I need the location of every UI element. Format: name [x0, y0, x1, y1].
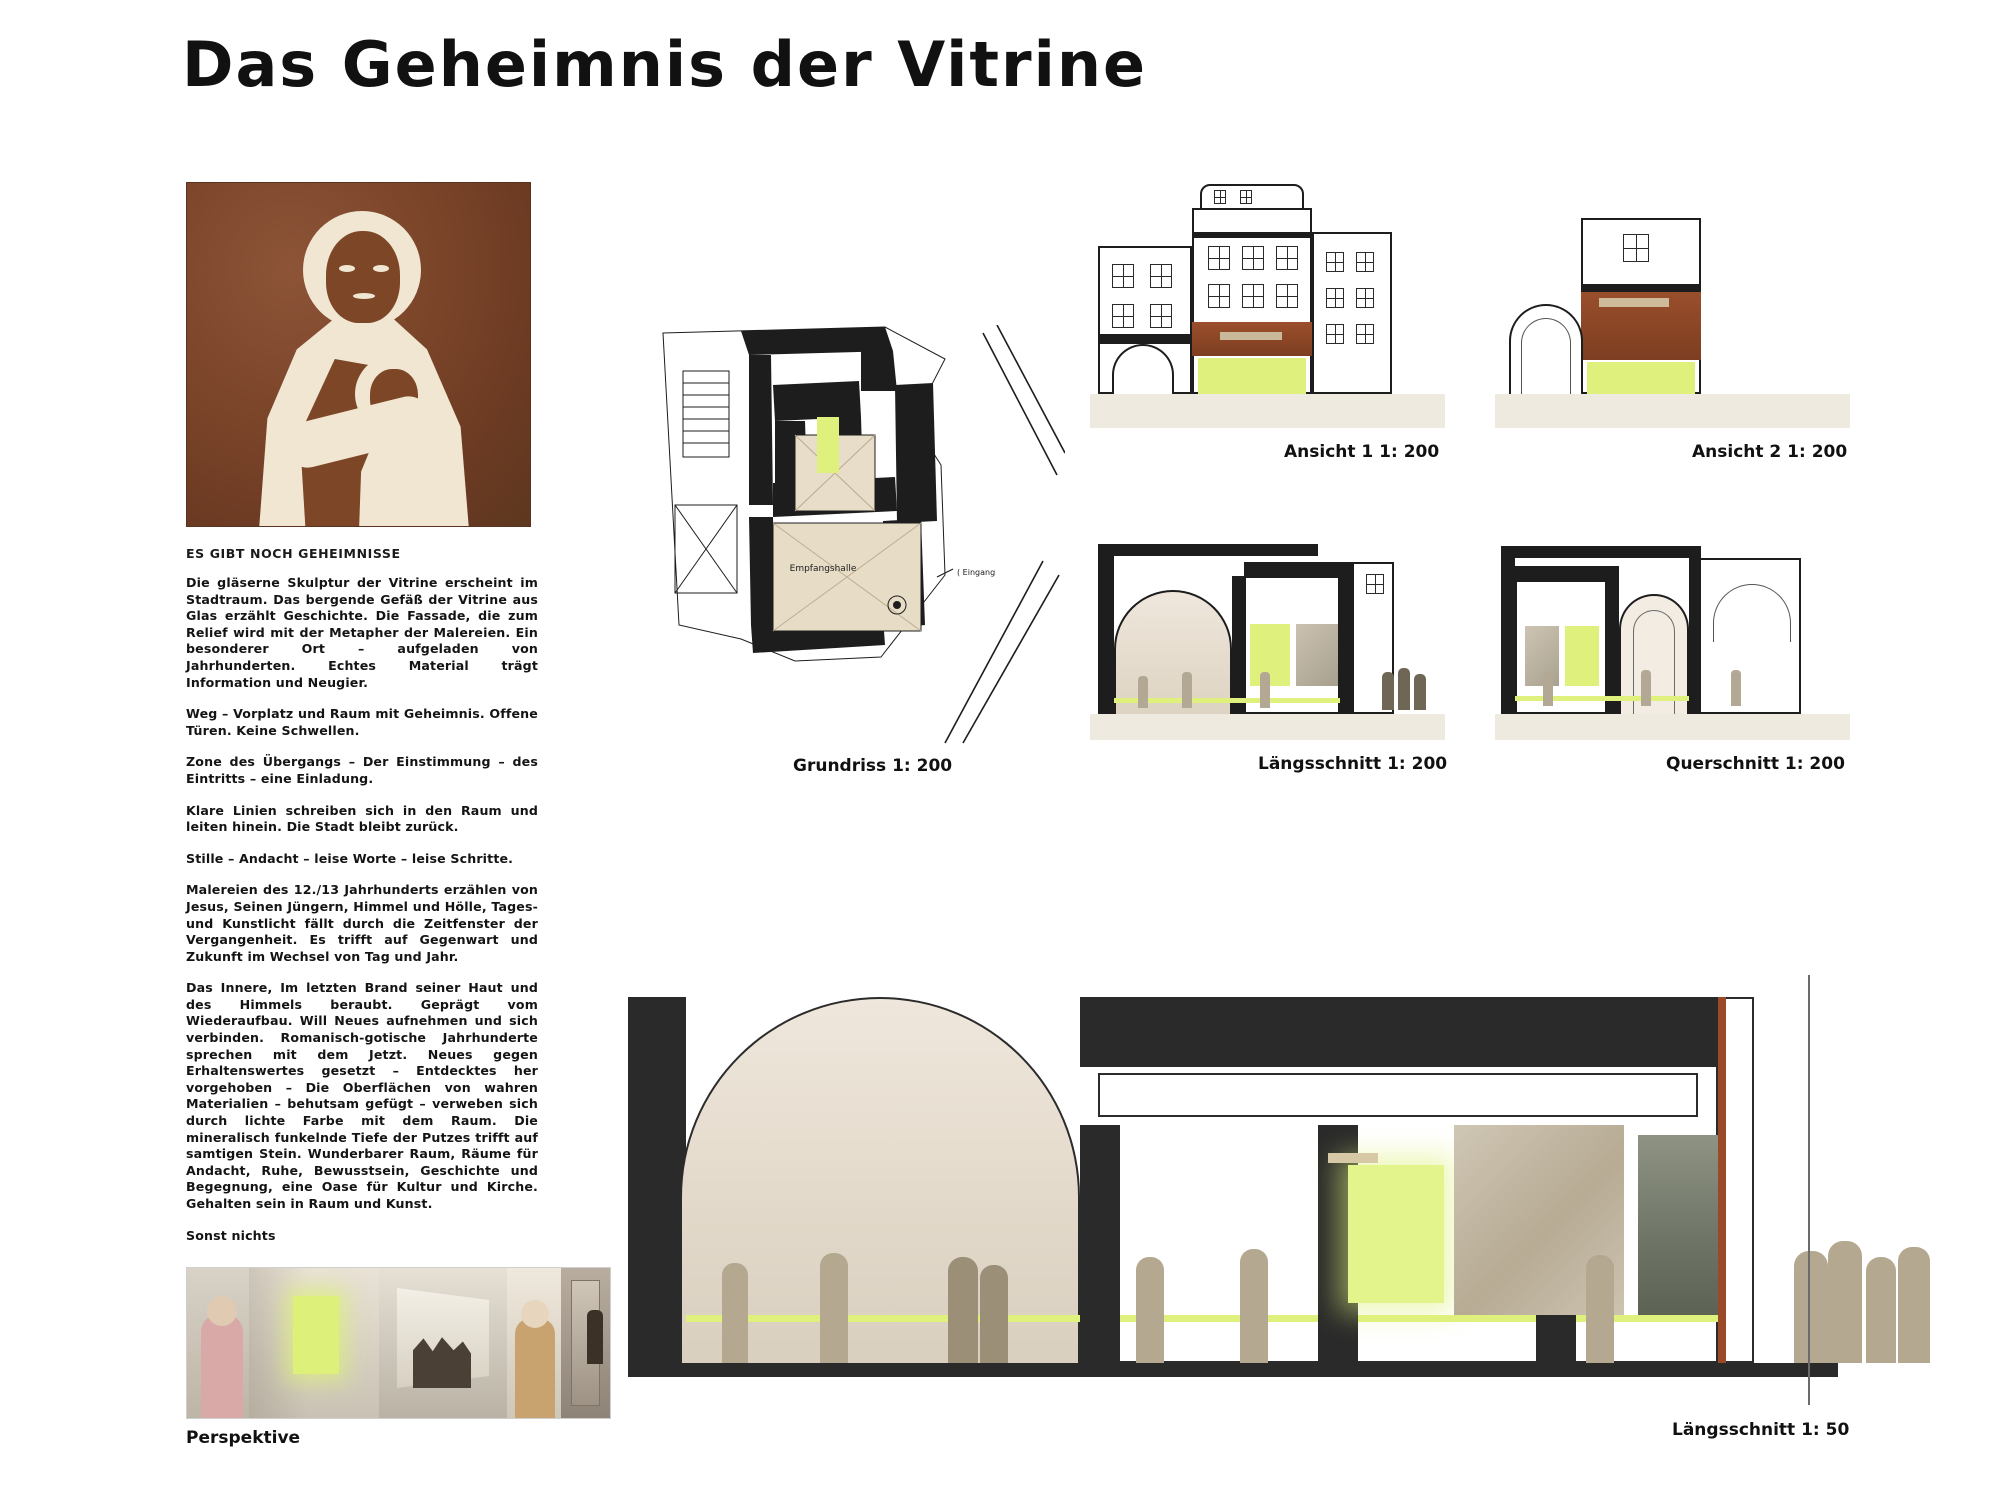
paragraph-7: Das Innere, Im letzten Brand seiner Haut und des Himmels beraubt. Geprägt vom Wiederaufbau. Will Neues aufnehmen und sich verbinden. Romanisch-gotische Jahrhunderte sprechen mit dem Jetzt. Neues gegen Erhaltenswertes gesetzt – Entdecktes her vorgehoben – Die Oberflächen von wahren Materialien – behutsam gefügt – verweben sich durch lichte Farbe mit dem Raum. Die mineralisch funkelnde Tiefe der Putzes trifft auf samtigen Stein. Wunderbarer Raum, Räume für Andacht, Ruhe, Bewusstsein, Geschichte und Begegnung, eine Oase für Kultur und Kirche. Gehalten sein in Raum und Kunst.	[186, 980, 538, 1211]
floor-plan-drawing	[645, 325, 1065, 745]
caption-ansicht-1: Ansicht 1 1: 200	[1284, 442, 1440, 462]
caption-laengsschnitt-200: Längsschnitt 1: 200	[1258, 754, 1448, 774]
perspective-caption: Perspektive	[186, 1428, 301, 1448]
elevation-1-drawing	[1090, 172, 1445, 428]
cross-section-200-drawing	[1495, 540, 1850, 740]
eye-left-shape	[339, 265, 355, 272]
mouth-shape	[353, 293, 375, 299]
text-kicker: ES GIBT NOCH GEHEIMNISSE	[186, 546, 401, 561]
long-section-200-drawing	[1090, 540, 1445, 740]
paragraph-3: Zone des Übergangs – Der Einstimmung – des Eintritts – eine Einladung.	[186, 754, 538, 786]
perspective-pane-5	[561, 1268, 610, 1418]
perspective-pane-3	[379, 1268, 507, 1418]
page-title: Das Geheimnis der Vitrine	[182, 28, 1148, 101]
long-section-50-drawing	[628, 975, 1838, 1405]
perspective-pane-4	[507, 1268, 561, 1418]
plan-room-label: Empfangshalle	[789, 564, 857, 574]
plan-entrance-label: ( Eingang	[957, 568, 996, 577]
perspective-image-strip	[186, 1267, 611, 1419]
caption-grundriss: Grundriss 1: 200	[793, 756, 953, 776]
elevation-2-drawing	[1495, 172, 1850, 428]
paragraph-8: Sonst nichts	[186, 1227, 276, 1243]
caption-laengsschnitt-50: Längsschnitt 1: 50	[1672, 1420, 1850, 1440]
perspective-pane-1	[187, 1268, 249, 1418]
paragraph-4: Klare Linien schreiben sich in den Raum und leiten hinein. Die Stadt bleibt zurück.	[186, 802, 538, 835]
paragraph-6: Malereien des 12./13 Jahrhunderts erzählen von Jesus, Seinen Jüngern, Himmel und Hölle, Tages- und Kunstlicht fällt durch die Zeitfenster der Vergangenheit. Es trifft auf Gegenwart und Zukunft im Wechsel von Tag und Jahr.	[186, 882, 538, 964]
paragraph-1: Die gläserne Skulptur der Vitrine erscheint im Stadtraum. Das bergende Gefäß der Vitrine aus Glas erzählt Geschichte. Die Fassade, die zum Relief wird mit der Metapher der Malereien. Ein besonderer Ort – aufgeladen von Jahrhunderten. Echtes Material trägt Information und Neugier.	[186, 575, 538, 690]
eye-right-shape	[373, 265, 389, 272]
caption-ansicht-2: Ansicht 2 1: 200	[1692, 442, 1848, 462]
caption-querschnitt-200: Querschnitt 1: 200	[1666, 754, 1845, 774]
perspective-pane-2	[249, 1268, 379, 1418]
madonna-icon-image	[186, 182, 531, 527]
paragraph-5: Stille – Andacht – leise Worte – leise Schritte.	[186, 850, 514, 866]
paragraph-2: Weg – Vorplatz und Raum mit Geheimnis. Offene Türen. Keine Schwellen.	[186, 706, 538, 738]
description-text-block	[186, 546, 538, 1244]
figure-head-shape	[326, 231, 400, 323]
